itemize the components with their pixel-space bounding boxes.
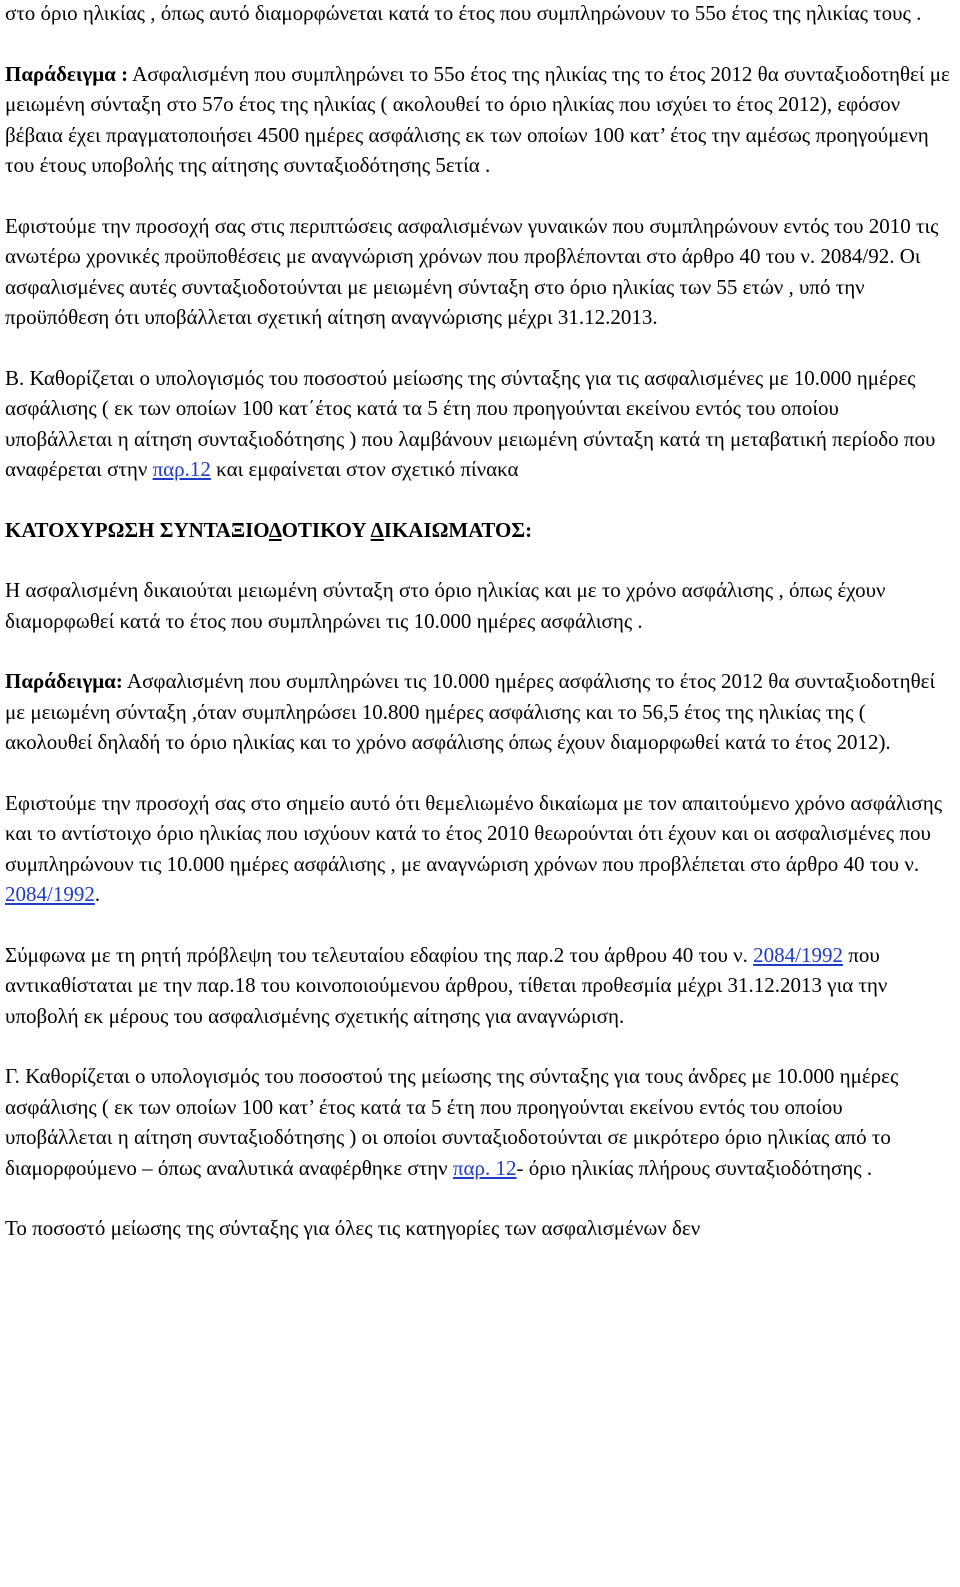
link-par-12[interactable]: παρ.12 xyxy=(152,457,211,481)
heading-text: ΚΑΤΟΧΥΡΩΣΗ ΣΥΝΤΑΞΙΟ xyxy=(5,517,269,542)
heading-underlined-letter: Δ xyxy=(370,517,384,542)
paragraph-text: Εφιστούμε την προσοχή σας στις περιπτώσεις ασφαλισμένων γυναικών που συμπληρώνουν εντός του 2010 τις ανωτέρω χρονικές προϋποθέσεις με αναγνώριση χρόνων που προβλέπονται στο άρθρο 40 του ν. 2084/92. Οι ασφαλισμένες αυτές συνταξιοδοτούνται με μειωμένη σύνταξη στο όριο ηλικίας των 55 ετών , υπό την προϋπόθεση ότι υποβάλλεται σχετική αίτηση αναγνώρισης μέχρι 31.12.2013. xyxy=(5,213,939,329)
paragraph-text: Η ασφαλισμένη δικαιούται μειωμένη σύνταξη στο όριο ηλικίας και με το χρόνο ασφάλισης , όπως έχουν διαμορφωθεί κατά το έτος που συμπληρώνει τις 10.000 ημέρες ασφάλισης . xyxy=(5,578,886,633)
paragraph-deadline xyxy=(5,940,950,1032)
paragraph-entitlement xyxy=(5,575,950,636)
paragraph-section-c xyxy=(5,1061,950,1183)
paragraph-text: στο όριο ηλικίας , όπως αυτό διαμορφώνεται κατά το έτος που συμπληρώνουν το 55ο έτος της ηλικίας τους . xyxy=(5,1,922,25)
document-page xyxy=(5,0,950,1274)
paragraph-example-10000 xyxy=(5,666,950,758)
paragraph-text: Γ. Καθορίζεται ο υπολογισμός του ποσοστού της μείωσης της σύνταξης για τους άνδρες με 10.000 ημέρες ασφάλισης ( εκ των οποίων 100 κατ’ έτος κατά τα 5 έτη που προηγούνται εκείνου εντός του οποίου υποβάλλεται η αίτηση συνταξιοδότησης ) οι οποίοι συνταξιοδοτούνται σε μικρότερο όριο ηλικίας από το διαμορφούμενο – όπως αναλυτικά αναφέρθηκε στην xyxy=(5,1064,899,1180)
paragraph-text: και εμφαίνεται στον σχετικό πίνακα xyxy=(210,457,519,481)
heading-underlined-letter: Δ xyxy=(268,517,282,542)
paragraph-text: Ασφαλισμένη που συμπληρώνει τις 10.000 ημέρες ασφάλισης το έτος 2012 θα συνταξιοδοτηθεί με μειωμένη σύνταξη ,όταν συμπληρώσει 10.800 ημέρες ασφάλισης και το 56,5 έτος της ηλικίας της ( ακολουθεί δηλαδή το όριο ηλικίας και το χρόνο ασφάλισης όπως έχουν διαμορφωθεί κατά το έτος 2012). xyxy=(5,669,936,754)
paragraph-text: που αντικαθίσταται με την παρ.18 του κοινοποιούμενου άρθρου, τίθεται προθεσμία μέχρι 31.12.2013 για την υποβολή εκ μέρους του ασφαλισμένης σχετικής αίτησης για αναγνώριση. xyxy=(5,942,888,1028)
section-heading xyxy=(5,515,950,546)
paragraph-text: Σύμφωνα με τη ρητή πρόβλεψη του τελευταίου εδαφίου της παρ.2 του άρθρου 40 του ν. xyxy=(5,942,754,967)
paragraph-reduction-percentage xyxy=(5,1213,950,1244)
paragraph-text: - όριο ηλικίας πλήρους συνταξιοδότησης . xyxy=(516,1155,873,1180)
paragraph-text: Ασφαλισμένη που συμπληρώνει το 55ο έτος της ηλικίας της το έτος 2012 θα συνταξιοδοτηθεί με μειωμένη σύνταξη στο 57ο έτος της ηλικίας ( ακολουθεί το όριο ηλικίας που ισχύει το έτος 2012), εφόσον βέβαια έχει πραγματοποιήσει 4500 ημέρες ασφάλισης εκ των οποίων 100 κατ’ έτος την αμέσως προηγούμενη του έτους υποβολής της αίτησης συνταξιοδότησης 5ετία . xyxy=(5,61,950,177)
paragraph-text: Β. Καθορίζεται ο υπολογισμός του ποσοστού μείωσης της σύνταξης για τις ασφαλισμένες με 10.000 ημέρες ασφάλισης ( εκ των οποίων 100 κατ΄έτος κατά τα 5 έτη που προηγούνται εκείνου εντός του οποίου υποβάλλεται η αίτηση συνταξιοδότησης ) που λαμβάνουν μειωμένη σύνταξη κατά τη μεταβατική περίοδο που αναφέρεται στην xyxy=(5,365,936,481)
link-law-2084-1992[interactable]: 2084/1992 xyxy=(753,942,843,967)
paragraph-notice-established-right xyxy=(5,788,950,910)
heading-text: ΟΤΙΚΟΥ xyxy=(281,517,371,542)
paragraph-text: . xyxy=(94,882,101,906)
paragraph-section-b xyxy=(5,363,950,485)
paragraph-text: Το ποσοστό μείωσης της σύνταξης για όλες τις κατηγορίες των ασφαλισμένων δεν xyxy=(5,1216,701,1240)
paragraph-example-55 xyxy=(5,59,950,181)
link-par-12[interactable]: παρ. 12 xyxy=(452,1155,517,1180)
heading-text: ΙΚΑΙΩΜΑΤΟΣ: xyxy=(383,517,533,542)
paragraph-text: Εφιστούμε την προσοχή σας στο σημείο αυτό ότι θεμελιωμένο δικαίωμα με τον απαιτούμενο χρόνο ασφάλισης και το αντίστοιχο όριο ηλικίας που ισχύουν κατά το έτος 2010 θεωρούνται ότι έχουν και οι ασφαλισμένες που συμπληρώνουν τις 10.000 ημέρες ασφάλισης , με αναγνώριση χρόνων που προβλέπεται στο άρθρο 40 του ν. xyxy=(5,790,943,876)
example-label: Παράδειγμα: xyxy=(5,669,123,693)
paragraph-age-limit-continuation xyxy=(5,0,950,29)
link-law-2084-1992[interactable]: 2084/1992 xyxy=(5,882,95,906)
paragraph-notice-women-2010 xyxy=(5,211,950,333)
example-label: Παράδειγμα : xyxy=(5,61,129,86)
